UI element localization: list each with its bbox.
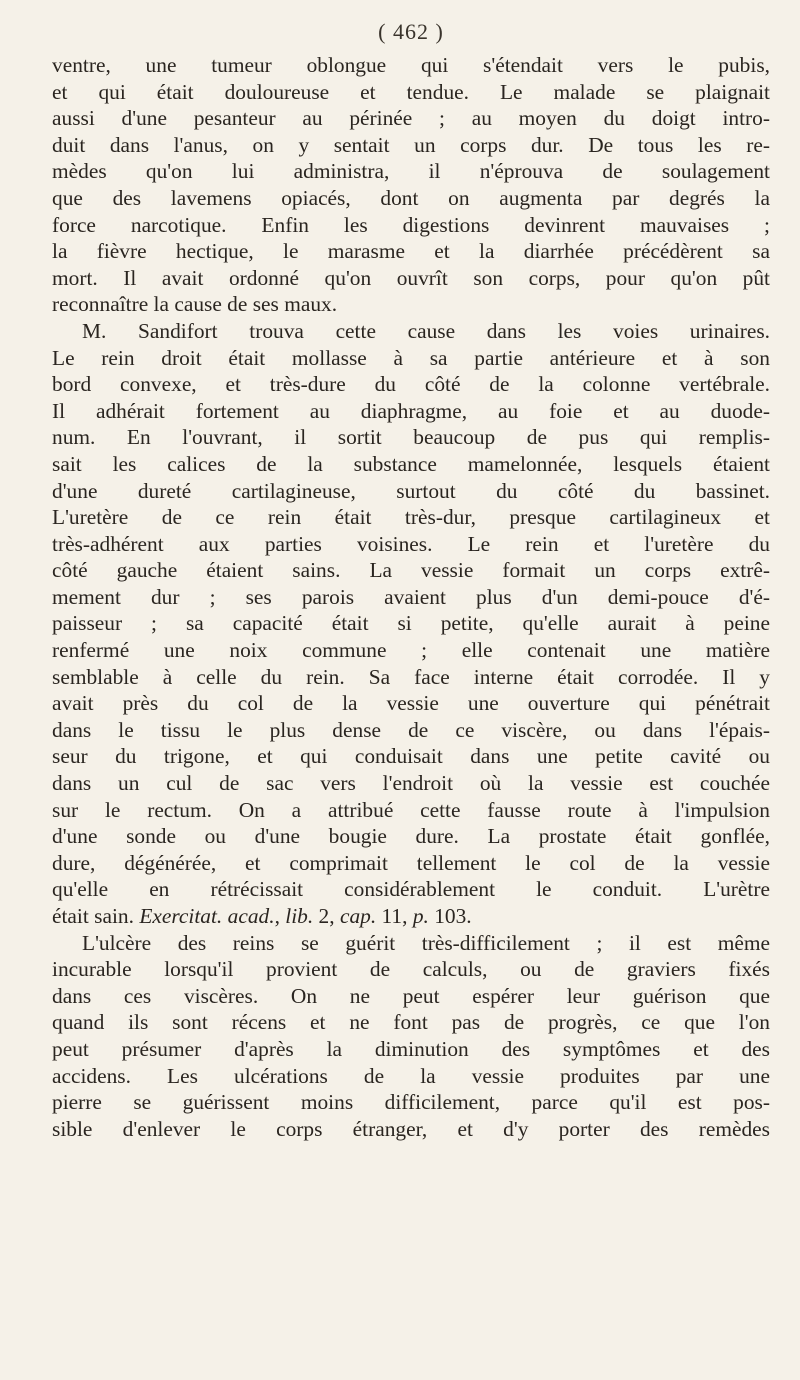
paragraph-1 <box>52 52 770 318</box>
text-line: d'une sonde ou d'une bougie dure. La prostate était gonflée, <box>52 824 770 849</box>
text-line: qu'elle en rétrécissait considérablement le conduit. L'urètre <box>52 877 770 902</box>
text-line: avait près du col de la vessie une ouverture qui pénétrait <box>52 691 770 716</box>
text-line: peut présumer d'après la diminution des symptômes et des <box>52 1036 770 1061</box>
text-line: sait les calices de la substance mamelonnée, lesquels étaient <box>52 451 770 476</box>
text-line: dans un cul de sac vers l'endroit où la vessie est couchée <box>52 771 770 796</box>
citation-cap-label: cap. <box>339 904 377 928</box>
citation-separator: , <box>274 904 286 928</box>
text-line: très-adhérent aux parties voisines. Le rein et l'uretère du <box>52 531 770 556</box>
citation-page-number: 103. <box>428 904 472 928</box>
text-line: seur du trigone, et qui conduisait dans une petite cavité ou <box>52 744 770 769</box>
text-line: pierre se guérissent moins difficilement, parce qu'il est pos- <box>52 1090 770 1115</box>
text-line: mort. Il avait ordonné qu'on ouvrît son corps, pour qu'on pût <box>52 265 770 290</box>
text-line: dans ces viscères. On ne peut espérer leur guérison que <box>52 983 770 1008</box>
text-line: Il adhérait fortement au diaphragme, au foie et au duode- <box>52 398 770 423</box>
text-line: mement dur ; ses parois avaient plus d'un demi-pouce d'é- <box>52 584 770 609</box>
citation-title: Exercitat. acad. <box>139 904 275 928</box>
citation-lib-label: lib. <box>285 904 314 928</box>
text-line: que des lavemens opiacés, dont on augmenta par degrés la <box>52 185 770 210</box>
citation-prefix: était sain. <box>52 904 140 928</box>
text-line: force narcotique. Enfin les digestions devinrent mauvaises ; <box>52 212 770 237</box>
text-line: dans le tissu le plus dense de ce viscère, ou dans l'épais- <box>52 717 770 742</box>
text-line: Le rein droit était mollasse à sa partie antérieure et à son <box>52 345 770 370</box>
text-line: num. En l'ouvrant, il sortit beaucoup de pus qui remplis- <box>52 425 770 450</box>
text-line: M. Sandifort trouva cette cause dans les voies urinaires. <box>82 318 770 343</box>
text-line: incurable lorsqu'il provient de calculs, ou de graviers fixés <box>52 957 770 982</box>
text-line: côté gauche étaient sains. La vessie formait un corps extrê- <box>52 558 770 583</box>
citation-page-label: p. <box>412 904 429 928</box>
citation-line <box>52 903 770 930</box>
book-page <box>52 18 770 1142</box>
text-line: quand ils sont récens et ne font pas de progrès, ce que l'on <box>52 1010 770 1035</box>
text-line: duit dans l'anus, on y sentait un corps dur. De tous les re- <box>52 132 770 157</box>
paragraph-2 <box>52 318 770 930</box>
text-line: mèdes qu'on lui administra, il n'éprouva de soulagement <box>52 159 770 184</box>
text-line: sible d'enlever le corps étranger, et d'y porter des remèdes <box>52 1116 770 1141</box>
text-line: renfermé une noix commune ; elle contenait une matière <box>52 638 770 663</box>
text-line: paisseur ; sa capacité était si petite, qu'elle aurait à peine <box>52 611 770 636</box>
text-line: dure, dégénérée, et comprimait tellement le col de la vessie <box>52 850 770 875</box>
text-line: accidens. Les ulcérations de la vessie produites par une <box>52 1063 770 1088</box>
text-line: bord convexe, et très-dure du côté de la colonne vertébrale. <box>52 372 770 397</box>
text-line: d'une dureté cartilagineuse, surtout du côté du bassinet. <box>52 478 770 503</box>
text-line: la fièvre hectique, le marasme et la diarrhée précédèrent sa <box>52 239 770 264</box>
text-line: semblable à celle du rein. Sa face interne était corrodée. Il y <box>52 664 770 689</box>
text-line: aussi d'une pesanteur au périnée ; au moyen du doigt intro- <box>52 106 770 131</box>
paragraph-3 <box>52 930 770 1143</box>
text-line: ventre, une tumeur oblongue qui s'étendait vers le pubis, <box>52 53 770 77</box>
citation-cap-number: 11, <box>376 904 413 928</box>
text-line: L'ulcère des reins se guérit très-difficilement ; il est même <box>82 930 770 955</box>
text-line: L'uretère de ce rein était très-dur, presque cartilagineux et <box>52 505 770 530</box>
text-line: et qui était douloureuse et tendue. Le malade se plaignait <box>52 79 770 104</box>
text-line: sur le rectum. On a attribué cette fausse route à l'impulsion <box>52 797 770 822</box>
page-number: ( 462 ) <box>378 19 444 44</box>
text-line: reconnaître la cause de ses maux. <box>52 292 338 317</box>
citation-lib-number: 2, <box>313 904 340 928</box>
